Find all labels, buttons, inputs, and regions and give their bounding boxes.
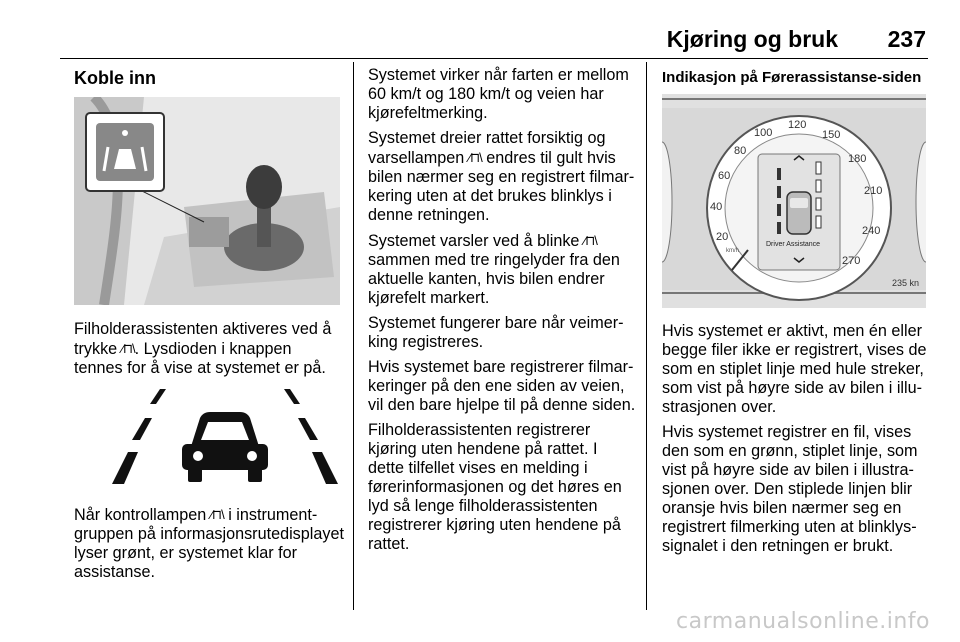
console-photo — [74, 97, 340, 305]
column-divider-left — [353, 62, 354, 610]
speed-80: 80 — [734, 145, 747, 157]
speed-270: 270 — [842, 255, 861, 267]
speed-40: 40 — [710, 201, 723, 213]
column-divider-right — [646, 62, 647, 610]
para-hands-off: Filholderassistenten registrerer kjøring uten hendene på rattet. I dette tilfellet vises en melding i førerinformasjonen og det høres en lyd så lenge filholderassistenten registrerer kjøring uten hendene på rattet. — [368, 421, 622, 553]
para-not-detected: Hvis systemet er aktivt, men én eller begge filer ikke er registrert, vises de som en stiplet linje med hule streker, som vist på høyre side av bilen i illustrasjonen over. — [662, 322, 927, 416]
lane-keep-icon: ⁄⊓\ — [121, 341, 135, 356]
para-detected: Hvis systemet registrer en fil, vises den som en grønn, stiplet linje, som vist på høyre side av bilen i illustrasjonen over. Den stiplede linjen blir oransje hvis bilen nærmer seg en registrert filmerking uten at blinklyssignalet i den retningen er brukt. — [662, 423, 918, 555]
speed-100: 100 — [754, 127, 773, 139]
para-activate-text: Filholderassistenten aktiveres ved å trykke — [74, 320, 332, 358]
para-warning — [368, 231, 636, 308]
lane-keep-symbol — [108, 384, 340, 490]
para-speed: Systemet virker når farten er mellom 60 km/t og 180 km/t og veien har kjørefeltmerking. — [368, 66, 629, 122]
para-indicator — [74, 505, 344, 582]
speed-20: 20 — [716, 231, 729, 243]
col1-text-b — [74, 505, 344, 588]
speed-60: 60 — [718, 170, 731, 182]
watermark: carmanualsonline.info — [676, 609, 930, 634]
para-steering-start: Systemet dreier rattet forsiktig og varsellampen — [368, 129, 606, 167]
col1-text-a — [74, 320, 344, 384]
driver-assistance-label: Driver Assistance — [766, 241, 821, 248]
speed-150: 150 — [822, 129, 841, 141]
page-header — [60, 26, 928, 56]
odometer-readout: 235 kn — [892, 278, 920, 288]
para-markings: Systemet fungerer bare når veimerking registreres. — [368, 314, 624, 351]
subheading-indication: Indikasjon på Førerassistanse-siden — [662, 69, 922, 86]
page-number: 237 — [887, 26, 926, 52]
para-warning-end: sammen med tre ringelyder fra den aktuelle kanten, hvis bilen endrer kjørefelt markert. — [368, 251, 620, 307]
kmh-label: km/h — [726, 248, 740, 254]
instrument-cluster-illustration — [662, 94, 926, 308]
para-one-side: Hvis systemet bare registrerer filmarkeringer på den ene siden av veien, vil den bare hjelpe til på denne siden. — [368, 358, 636, 414]
para-steering-end: endres til gult hvis bilen nærmer seg en registrert filmarkering uten at det brukes blinklys i denne retningen. — [368, 149, 635, 224]
speed-240: 240 — [862, 225, 881, 237]
speed-120: 120 — [788, 119, 807, 131]
heading-koble-inn: Koble inn — [74, 68, 156, 88]
lane-keep-icon: ⁄⊓\ — [583, 233, 597, 248]
col3-text — [662, 322, 930, 562]
header-rule — [60, 58, 928, 59]
section-title: Kjøring og bruk — [666, 26, 838, 52]
para-activate-end: . Lysdioden i knappen tennes for å vise at systemet er på. — [74, 340, 326, 377]
para-indicator-end: i instrumentgruppen på informasjonsrutedisplayet lyser grønt, er systemet klar for assistanse. — [74, 506, 344, 581]
speed-180: 180 — [848, 153, 867, 165]
col2-text — [368, 66, 636, 560]
para-steering — [368, 129, 636, 225]
para-activate — [74, 320, 344, 378]
speed-210: 210 — [864, 185, 883, 197]
lane-keep-icon: ⁄⊓\ — [468, 150, 482, 165]
lane-keep-icon: ⁄⊓\ — [210, 507, 224, 522]
para-indicator-start: Når kontrollampen — [74, 506, 207, 524]
para-warning-start: Systemet varsler ved å blinke — [368, 232, 580, 250]
